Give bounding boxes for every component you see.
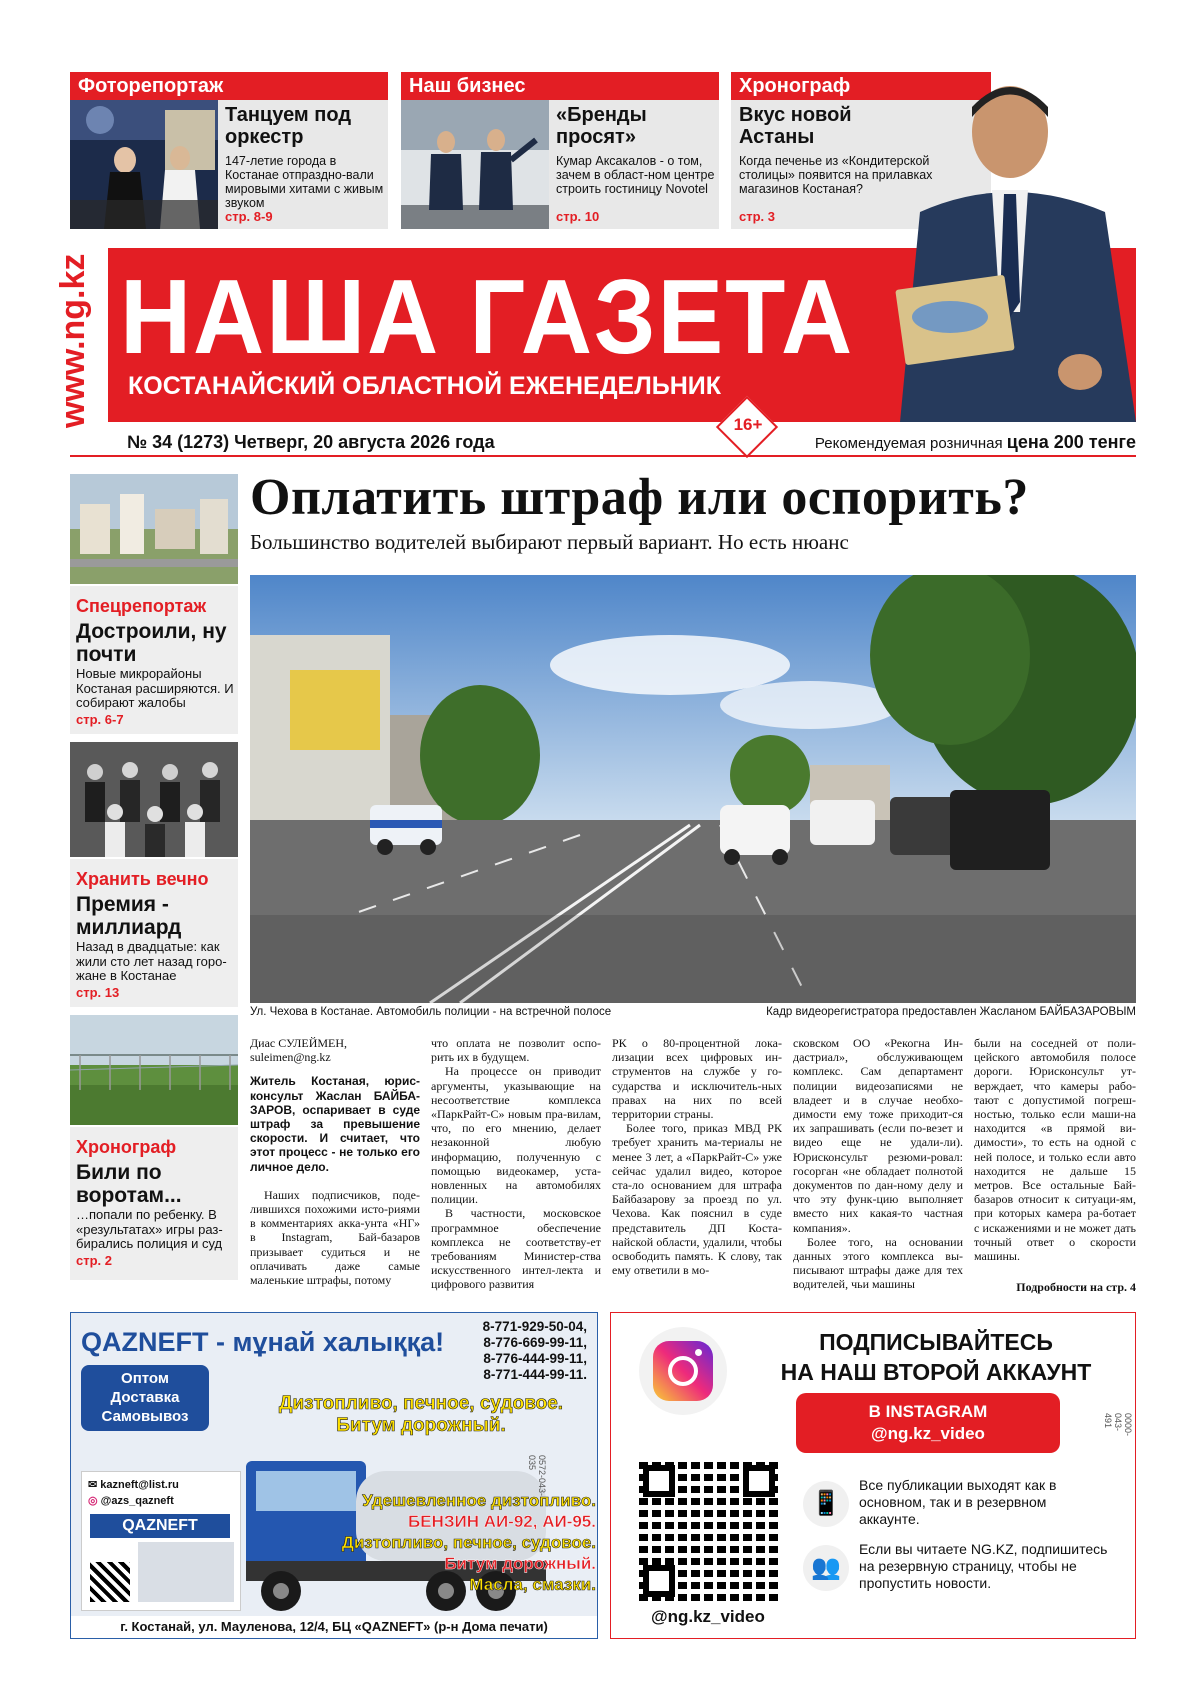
sidebar-page: стр. 6-7 [76, 712, 124, 727]
newspaper-title: НАША ГАЗЕТА [120, 258, 855, 376]
business-photo [401, 100, 549, 229]
article-column-1 [250, 1036, 420, 1287]
teaser-title: Танцуем под оркестр [225, 104, 352, 148]
price-info [815, 432, 1136, 453]
info-text-1: Все публикации выходят как в основном, так и в резервном аккаунте. [859, 1477, 1057, 1527]
qazneft-instagram: @azs_qazneft [100, 1495, 174, 1507]
sidebar-text: Новые микрорайоны Костаная расширяются. И собирают жалобы [76, 666, 234, 710]
article-paragraph: Наших подписчиков, поде-лившихся похожими исто-риями в комментариях акка-унта «НГ» в Instagram, Бай-базаров призывает судиться и не оплачивать даже самые маленькие штрафы, потому [250, 1187, 420, 1288]
teaser-page: стр. 10 [556, 209, 600, 224]
teaser-title: Вкус новой Астаны [739, 104, 852, 148]
article-column-5 [974, 1036, 1136, 1263]
qazneft-phones [483, 1319, 587, 1383]
instagram-icon [653, 1341, 713, 1401]
instagram-icon: ◎ [88, 1495, 98, 1507]
ad-code: 0000-043-491 [1103, 1413, 1133, 1437]
dashcam-photo [250, 575, 1136, 1003]
sidebar-page: стр. 13 [76, 985, 120, 1000]
teaser-title: «Бренды просят» [556, 104, 647, 148]
qazneft-email: kazneft@list.ru [100, 1479, 179, 1491]
article-column-2 [431, 1036, 601, 1292]
article-paragraph: На процессе он приводит аргументы, указывающие на несоответствие комплекса «ПаркРайт-С» новым пра-вилам, что, по его мнению, делает незаконной любую информацию, полученную с помощью видеокамер, уста-новленных на автомобилях полиции. [431, 1064, 601, 1207]
article-paragraph: сковском ОО «Рекогна Ин-дастриал», обслуживающем комплекс. Сам департамент полиции видеозаписями не владеет и в случае необхо-димости ему тоже приходит-ся их запрашивать (если по-везет и видео еще не удали-ли). Юрисконсульт резюми-ровал: госорган «не обладает полнотой документов по дан-ному делу и что эту функ-цию выполняет вместо них какая-то частная компания». [793, 1036, 963, 1235]
email-row[interactable] [88, 1478, 179, 1491]
phone-number[interactable]: 8-771-929-50-04, [482, 1319, 587, 1334]
price-label: Рекомендуемая розничная [814, 435, 1003, 452]
service-item: Оптом [121, 1370, 169, 1387]
qr-code-icon[interactable] [639, 1461, 779, 1601]
sidebar-text: …попали по ребенку. В «результатах» игры раз-бирались полиция и суд [76, 1207, 223, 1251]
qazneft-slogan: QAZNEFT - мұнай халыққа! [81, 1327, 445, 1357]
qr-finder [643, 1465, 675, 1497]
qazneft-address: г. Костанай, ул. Мауленова, 12/4, БЦ «QAZNEFT» (р-н Дома печати) [71, 1616, 597, 1638]
offer-line: Удешевленное дизтопливо. [362, 1491, 596, 1510]
phone-number[interactable]: 8-776-444-99-11, [483, 1351, 587, 1366]
sidebar-title[interactable]: Достроили, ну почти [76, 620, 227, 666]
microdistrict-photo [70, 474, 238, 584]
product-line: Битум дорожный. [336, 1415, 506, 1436]
qr-code-icon[interactable] [90, 1562, 130, 1602]
gas-station-photo [138, 1542, 234, 1602]
heading-line: ПОДПИСЫВАЙТЕСЬ [819, 1329, 1053, 1355]
teaser-page: стр. 3 [739, 209, 775, 224]
price-value: цена 200 тенге [1006, 432, 1136, 452]
instagram-button[interactable] [796, 1393, 1060, 1453]
qazneft-products [249, 1393, 593, 1437]
teaser-page: стр. 8-9 [225, 209, 273, 224]
teaser-text: Когда печенье из «Кондитерской столицы» появится на прилавках магазинов Костаная? [739, 154, 933, 196]
article-column-4 [793, 1036, 963, 1292]
article-lead: Житель Костаная, юрис-консульт Жаслан БАЙБА-ЗАРОВ, оспаривает в суде штраф за превышение скорости. И считает, что этот процесс - не только его личное дело. [250, 1074, 420, 1174]
sidebar-page: стр. 2 [76, 1253, 112, 1268]
phone-number[interactable]: 8-776-669-99-11, [483, 1335, 587, 1350]
newspaper-subtitle: КОСТАНАЙСКИЙ ОБЛАСТНОЙ ЕЖЕНЕДЕЛЬНИК [128, 372, 721, 400]
qazneft-services-box [81, 1365, 209, 1431]
archive-group-photo [70, 742, 238, 857]
service-item: Самовывоз [101, 1408, 189, 1425]
qr-label: @ng.kz_video [651, 1607, 765, 1626]
site-url[interactable]: www.ng.kz [54, 253, 92, 428]
instagram-dot [695, 1349, 702, 1356]
teaser-rubric: Наш бизнес [401, 72, 719, 100]
ad-code: 0572-043-035 [527, 1455, 547, 1497]
sidebar-text: Назад в двадцатые: как жили сто лет назад горо-жане в Костанае [76, 939, 227, 983]
teaser-photo-report[interactable] [70, 72, 388, 229]
article-paragraph: что оплата не позволит оспо-рить их в будущем. [431, 1036, 601, 1065]
teaser-text: 147-летие города в Костанае отпразднo-вали мировыми хитами с живым звуком [225, 154, 384, 210]
qazneft-contact-card [81, 1471, 241, 1611]
button-label: В INSTAGRAM [868, 1402, 988, 1421]
heading-line: НА НАШ ВТОРОЙ АККАУНТ [780, 1359, 1092, 1385]
issue-info: № 34 (1273) Четверг, 20 августа 2026 года [127, 432, 495, 452]
article-author: Диас СУЛЕЙМЕН, [250, 1036, 348, 1050]
qazneft-advertisement[interactable] [70, 1312, 598, 1639]
phone-number[interactable]: 8-771-444-99-11. [483, 1367, 587, 1382]
offer-line: Масла, смазки. [469, 1575, 596, 1594]
article-paragraph: В частности, московское программное обеспечение комплекса не соответству-ет требованиям Министер-ства искусственного интел-лекта и цифрового развития [431, 1206, 601, 1292]
instagram-lens [668, 1356, 698, 1386]
teaser-rubric: Фоторепортаж [70, 72, 388, 100]
instagram-subscribe-ad[interactable] [610, 1312, 1136, 1639]
age-rating-text: 16+ [733, 415, 763, 434]
header-divider [70, 455, 1136, 457]
teaser-text: Кумар Аксакалов - о том, зачем в област-ном центре строить гостиницу Novotel [556, 154, 715, 196]
continued-link[interactable]: Подробности на стр. 4 [1016, 1280, 1136, 1294]
offer-line: Дизтопливо, печное, судовое. [341, 1533, 596, 1552]
instagram-icon-bg [639, 1327, 727, 1415]
sidebar-title[interactable]: Били по воротам... [76, 1161, 182, 1207]
photo-credit: Кадр видеорегистратора предоставлен Жасланом БАЙБАЗАРОВЫМ [766, 1006, 1136, 1018]
article-paragraph: были на соседней от поли-цейского автомобиля полосе дороги. Юрисконсульт ут-верждает, что камеры рабо-тают с допустимой погреш-ностью, только если маши-на находится «в прямой ви-димости», то есть на одной с ней полосе, и только если авто находится не дальше 15 метров. Все остальные Бай-базаров относит к ситуаци-ям, при которых камера ра-ботает с искажениями и не может дать точный ответ о скорости машины. [974, 1036, 1136, 1264]
sidebar-rubric: Спецрепортаж [76, 596, 207, 616]
teaser-rubric: Хронограф [731, 72, 991, 100]
article-subheadline: Большинство водителей выбирают первый вариант. Но есть нюанс [250, 530, 849, 554]
football-field-photo [70, 1015, 238, 1125]
qr-finder [643, 1565, 675, 1597]
qazneft-station-sign: QAZNEFT [90, 1514, 230, 1538]
article-column-3 [612, 1036, 782, 1277]
button-handle: @ng.kz_video [871, 1424, 985, 1443]
instagram-row[interactable] [88, 1494, 174, 1507]
subscribe-heading [746, 1327, 1126, 1387]
article-email[interactable]: suleimen@ng.kz [250, 1050, 331, 1065]
photo-caption: Ул. Чехова в Костанае. Автомобиль полиции - на встречной полосе [250, 1006, 612, 1018]
offer-line: БЕНЗИН АИ-92, АИ-95. [407, 1512, 596, 1531]
article-paragraph: РК о 80-процентной лока-лизации всех цифровых ин-струментов на службе у го-сударства и исключитель-ных правах на них по всей территории страны. [612, 1036, 782, 1122]
offer-line: Битум дорожный. [444, 1554, 596, 1573]
sidebar-rubric: Хранить вечно [76, 869, 209, 889]
product-line: Дизтопливо, печное, судовое. [278, 1393, 564, 1414]
article-paragraph: Более того, приказ МВД РК требует хранить ма-териалы не менее 3 лет, а «ПаркРайт-С» уже сейчас удалил видео, которое ста-ло основанием для штрафа Байбазарову за проезд по ул. Чехова. Как пояснил в суде представитель ДП Коста-найской области, удалили, чтобы освободить память. К слову, так ему ответили в мо- [612, 1121, 782, 1278]
teaser-business[interactable] [401, 72, 719, 229]
concert-photo [70, 100, 218, 229]
phone-heart-icon: 📱 [803, 1481, 849, 1527]
article-headline: Оплатить штраф или оспорить? [250, 469, 1029, 526]
mail-icon: ✉ [88, 1479, 98, 1491]
people-icon: 👥 [803, 1545, 849, 1591]
article-paragraph: Более того, на основании данных этого комплекса вы-писывают штрафы даже для тех водителей, чьи машины [793, 1234, 963, 1292]
info-text-2: Если вы читаете NG.KZ, подпишитесь на резервную страницу, чтобы не пропустить новости. [859, 1541, 1108, 1591]
sidebar-rubric: Хронограф [76, 1137, 177, 1157]
sidebar-title[interactable]: Премия - миллиард [76, 893, 182, 939]
service-item: Доставка [110, 1389, 180, 1406]
qazneft-offer [281, 1490, 596, 1595]
man-with-box-photo [880, 72, 1136, 422]
qr-finder [743, 1465, 775, 1497]
